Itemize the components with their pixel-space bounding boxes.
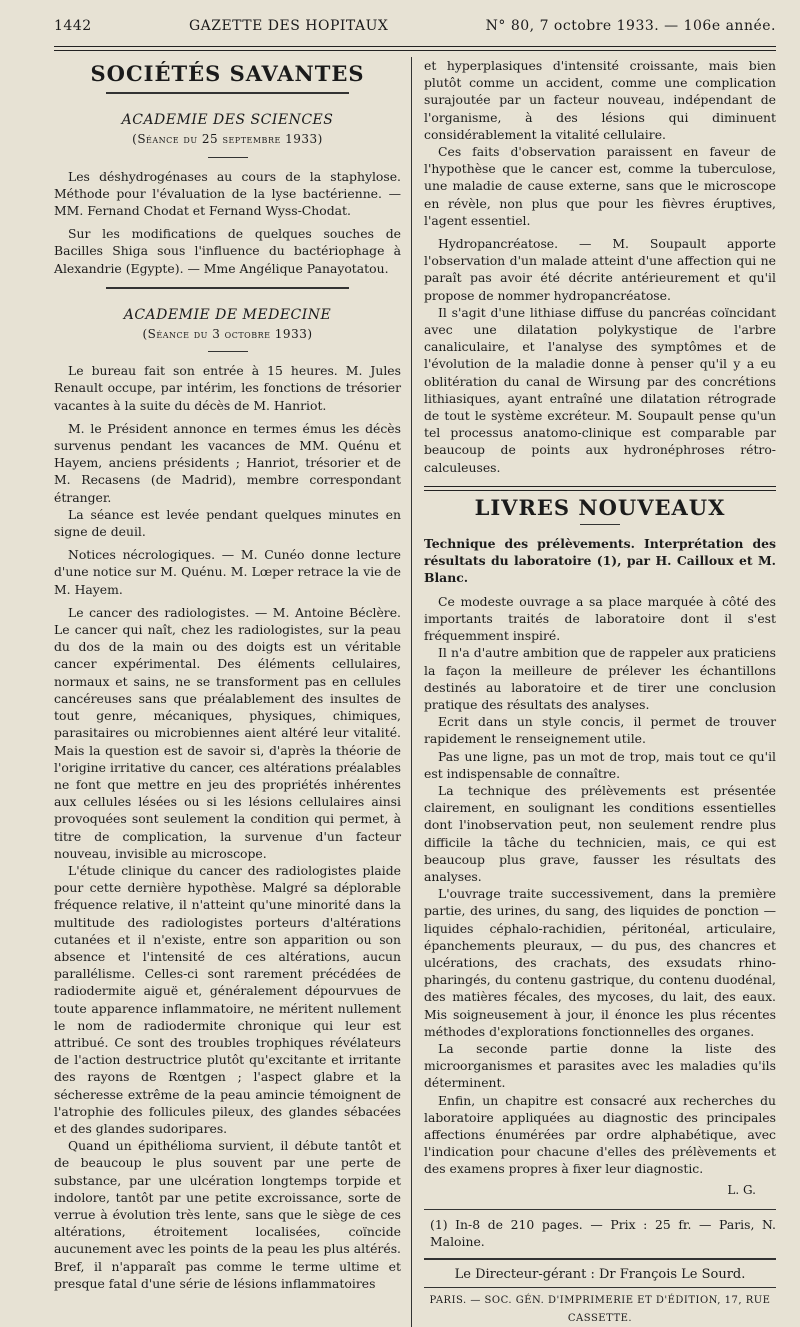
section-rule: [106, 287, 349, 289]
header-rule: [54, 46, 776, 51]
book-paragraph: Enfin, un chapitre est consacré aux recherches du laboratoire appliquées au diagnostic des principales affections énumérées par ordre alphabétique, avec l'indication pour chacune d'elles des prélèvements et des examens propres à fixer leur diagnostic.: [424, 1092, 776, 1177]
entry-deshydrogenases: Les déshydrogénases au cours de la staphylose. Méthode pour l'évaluation de la lyse bactérienne. — MM. Fernand Chodat et Fernand Wyss-Chodat.: [54, 168, 401, 219]
signoff: L. G.: [727, 1182, 756, 1197]
book-paragraph: La technique des prélèvements est présentée clairement, en soulignant les conditions essentielles dont l'inobservation peut, non seulement rendre plus difficile la tâche du technicien, mais, ce qui est beaucoup plus grave, fausser les résultats des analyses.: [424, 782, 776, 884]
section-rule: [106, 92, 349, 94]
page-number: 1442: [54, 18, 92, 34]
acad-medecine-title: ACADEMIE DE MEDECINE: [123, 306, 332, 323]
paragraph-continuation: et hyperplasiques d'intensité croissante, mais bien plutôt comme un accident, comme une complication surajoutée par un facteur nouveau, indépendant de l'organisme, à des lésions qui diminuent considérablement la vitalité cellulaire.: [424, 58, 776, 142]
paragraph-lithiase: Il s'agit d'une lithiase diffuse du pancréas coïncidant avec une dilatation polykystique de l'arbre canaliculaire, et l'analyse des symptômes et de l'évolution de la maladie donne à penser qu'il y a eu oblitération du canal de Wirsung par des concrétions lithiasiques, ayant entraîné une dilatation rétrograde de tout le système excréteur. M. Soupault pense qu'un tel processus anatomo-clinique est comparable par beaucoup de points aux hydronéphroses rétro-calculeuses.: [424, 304, 776, 475]
paragraph-bureau: Le bureau fait son entrée à 15 heures. M. Jules Renault occupe, par intérim, les fonctions de trésorier vacantes à la suite du décès de M. Hanriot.: [54, 363, 401, 413]
footnote-rule: [424, 1209, 776, 1210]
book-paragraph: L'ouvrage traite successivement, dans la première partie, des urines, du sang, des liquides de ponction — liquides céphalo-rachidien, péritonéal, articulaire, épanchements pleuraux, — du pus, des chancres et ulcérations, des crachats, des exsudats rhino-pharingés, du contenu gastrique, du contenu duodénal, des matières fécales, des mycoses, du lait, des eaux. Mis soigneusement à jour, il énonce les plus récentes méthodes d'explorations fonctionnelles des organes.: [424, 886, 776, 1039]
columns: [54, 57, 776, 1327]
livres-title: LIVRES NOUVEAUX: [474, 494, 726, 520]
paragraph-faits: Ces faits d'observation paraissent en faveur de l'hypothèse que le cancer est, comme la tuberculose, une maladie de cause externe, sans que le microscope en révèle, non plus que pour les fièvres éruptives, l'agent essentiel.: [424, 144, 776, 228]
section-title: SOCIÉTÉS SAVANTES: [90, 61, 365, 86]
entry-bacilles-shiga: Sur les modifications de quelques souches de Bacilles Shiga sous l'influence du bactériophage à Alexandrie (Egypte). — Mme Angélique Panayotatou.: [54, 226, 401, 276]
book-paragraph: Il n'a d'autre ambition que de rappeler aux praticiens la façon la meilleure de prélever les échantillons destinés au laboratoire et de tirer une conclusion pratique des résultats des analyses.: [424, 645, 776, 712]
paragraph-etude-clinique: L'étude clinique du cancer des radiologistes plaide pour cette dernière hypothèse. Malgré sa déplorable fréquence relative, il n'atteint qu'une minorité dans la multitude des radiologistes porteurs d'altérations cutanées et il n'existe, entre son apparition ou son absence et l'intensité de ces altérations, aucun parallélisme. Celles-ci sont rarement précédées de radiodermite aiguë et, généralement dépourvues de toute apparence inflammatoire, ne méritent nullement le nom de radiodermite chronique qui leur est attribué. Ce sont des troubles trophiques révélateurs de l'action destructrice plutôt qu'excitante et irritante des rayons de Rœntgen ; l'aspect glabre et la sécheresse extrême de la peau amincie témoignent de l'atrophie des follicules pileux, des glandes sébacées et des glandes sudoripares.: [54, 862, 401, 1136]
livres-rule: [424, 486, 776, 491]
acad-sciences-seance: (Séance du 25 septembre 1933): [132, 132, 323, 147]
book-paragraph: Ce modeste ouvrage a sa place marquée à côté des importants traités de laboratoire dont il s'est fréquemment inspiré.: [424, 593, 776, 644]
divider: [208, 157, 248, 158]
acad-sciences-title: ACADEMIE DES SCIENCES: [121, 112, 334, 129]
journal-title: GAZETTE DES HOPITAUX: [188, 18, 389, 34]
paragraph-cancer-radiologistes: Le cancer des radiologistes. — M. Antoine Béclère. Le cancer qui naît, chez les radiologistes, sur la peau du dos de la main ou des doigts est un véritable cancer expérimental. Des éléments cellulaires, normaux et sains, ne se transforment pas en cellules cancéreuses sans que préalablement des insultes de tout genre, mécaniques, physiques, chimiques, parasitaires ou microbiennes aient altéré leur vitalité. Mais la question est de savoir si, d'après la théorie de l'origine irritative du cancer, ces altérations préalables ne font que mettre en jeu des propriétés inhérentes aux cellules lésées ou si les lésions cellulaires ainsi provoquées sont seulement la condition qui permet, à titre de complication, la survenue d'un facteur nouveau, invisible au microscope.: [54, 604, 401, 861]
footnote: (1) In-8 de 210 pages. — Prix : 25 fr. — Paris, N. Maloine.: [430, 1216, 776, 1249]
director-line: Le Directeur-gérant : Dr François Le Sourd.: [424, 1258, 776, 1283]
paragraph-hydropancreatose: Hydropancréatose. — M. Soupault apporte l'observation d'un malade atteint d'une affection qui ne paraît pas avoir été décrite antérieurement et qu'il propose de nommer hydropancréatose.: [424, 236, 776, 303]
right-column: [411, 57, 776, 1327]
book-paragraph: Pas une ligne, pas un mot de trop, mais tout ce qu'il est indispensable de connaître.: [424, 748, 776, 781]
paragraph-seance-levee: La séance est levée pendant quelques minutes en signe de deuil.: [54, 506, 401, 540]
printer-line: PARIS. — SOC. GÉN. D'IMPRIMERIE ET D'ÉDITION, 17, RUE CASSETTE.: [424, 1287, 776, 1326]
paragraph-epithelioma: Quand un épithélioma survient, il débute tantôt et de beaucoup le plus souvent par une perte de substance, par une ulcération longtemps torpide et indolore, tantôt par une petite excroissance, sorte de verrue à évolution très lente, sans que le siège de ces altérations, étroitement localisées, coïncide aucunement avec les points de la peau les plus altérés. Bref, il n'apparaît pas comme le terme ultime et presque fatal d'une série de lésions inflammatoires: [54, 1138, 401, 1291]
book-paragraph: La seconde partie donne la liste des microorganismes et parasites avec les maladies qu'ils déterminent.: [424, 1040, 776, 1091]
acad-medecine-seance: (Séance du 3 octobre 1933): [142, 327, 313, 342]
paragraph-notices: Notices nécrologiques. — M. Cunéo donne lecture d'une notice sur M. Quénu. M. Lœper retrace la vie de M. Hayem.: [54, 547, 401, 597]
paragraph-president: M. le Président annonce en termes émus les décès survenus pendant les vacances de MM. Quénu et Hayem, anciens présidents ; Hanriot, trésorier et de M. Recasens (de Madrid), membre correspondant étranger.: [54, 420, 401, 505]
divider: [208, 351, 248, 352]
divider: [580, 524, 620, 525]
page-header: [54, 18, 776, 40]
issue-info: N° 80, 7 octobre 1933. — 106e année.: [485, 18, 776, 34]
book-paragraph: Ecrit dans un style concis, il permet de trouver rapidement le renseignement utile.: [424, 714, 776, 747]
book-heading: Technique des prélèvements. Interprétation des résultats du laboratoire (1), par H. Cailloux et M. Blanc.: [424, 536, 776, 586]
left-column: [54, 57, 411, 1327]
